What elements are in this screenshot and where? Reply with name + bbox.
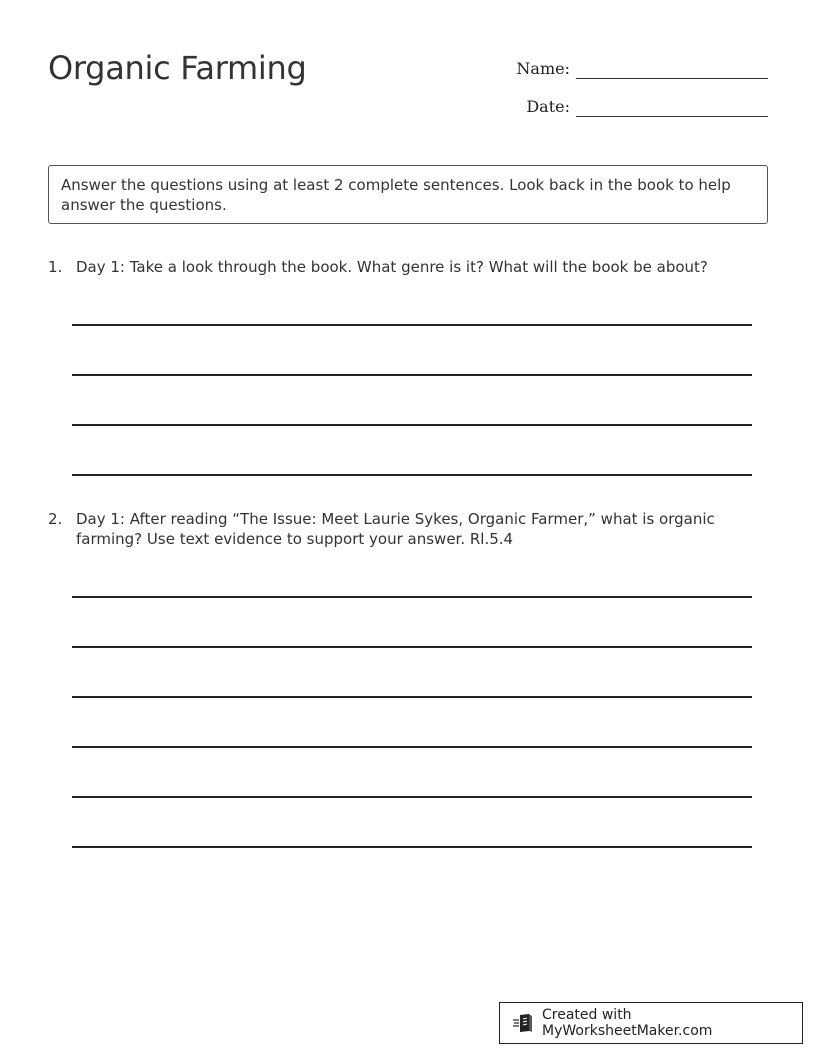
answer-line[interactable] xyxy=(72,596,752,598)
date-field xyxy=(500,94,768,117)
answer-line[interactable] xyxy=(72,474,752,476)
question-1-text: Day 1: Take a look through the book. What genre is it? What will the book be about? xyxy=(76,258,708,276)
footer-badge[interactable] xyxy=(499,1002,803,1044)
name-field xyxy=(500,56,768,79)
book-logo-icon xyxy=(512,1012,534,1034)
date-label: Date: xyxy=(526,97,570,116)
instructions-box: Answer the questions using at least 2 complete sentences. Look back in the book to help answer the questions. xyxy=(48,165,768,224)
answer-line[interactable] xyxy=(72,696,752,698)
footer-text: Created with MyWorksheetMaker.com xyxy=(542,1007,713,1039)
name-label: Name: xyxy=(516,59,570,78)
question-2-text: Day 1: After reading “The Issue: Meet Laurie Sykes, Organic Farmer,” what is organic farming? Use text evidence to support your answer. Rl.5.4 xyxy=(76,510,715,548)
answer-line[interactable] xyxy=(72,646,752,648)
answer-line[interactable] xyxy=(72,374,752,376)
name-line[interactable] xyxy=(576,56,768,79)
answer-line[interactable] xyxy=(72,424,752,426)
question-2 xyxy=(48,509,728,549)
date-line[interactable] xyxy=(576,94,768,117)
answer-line[interactable] xyxy=(72,796,752,798)
question-1-number: 1. xyxy=(48,258,63,276)
page-title: Organic Farming xyxy=(48,49,307,87)
question-1 xyxy=(48,257,728,277)
answer-line[interactable] xyxy=(72,324,752,326)
question-2-number: 2. xyxy=(48,510,63,528)
answer-line[interactable] xyxy=(72,746,752,748)
answer-line[interactable] xyxy=(72,846,752,848)
